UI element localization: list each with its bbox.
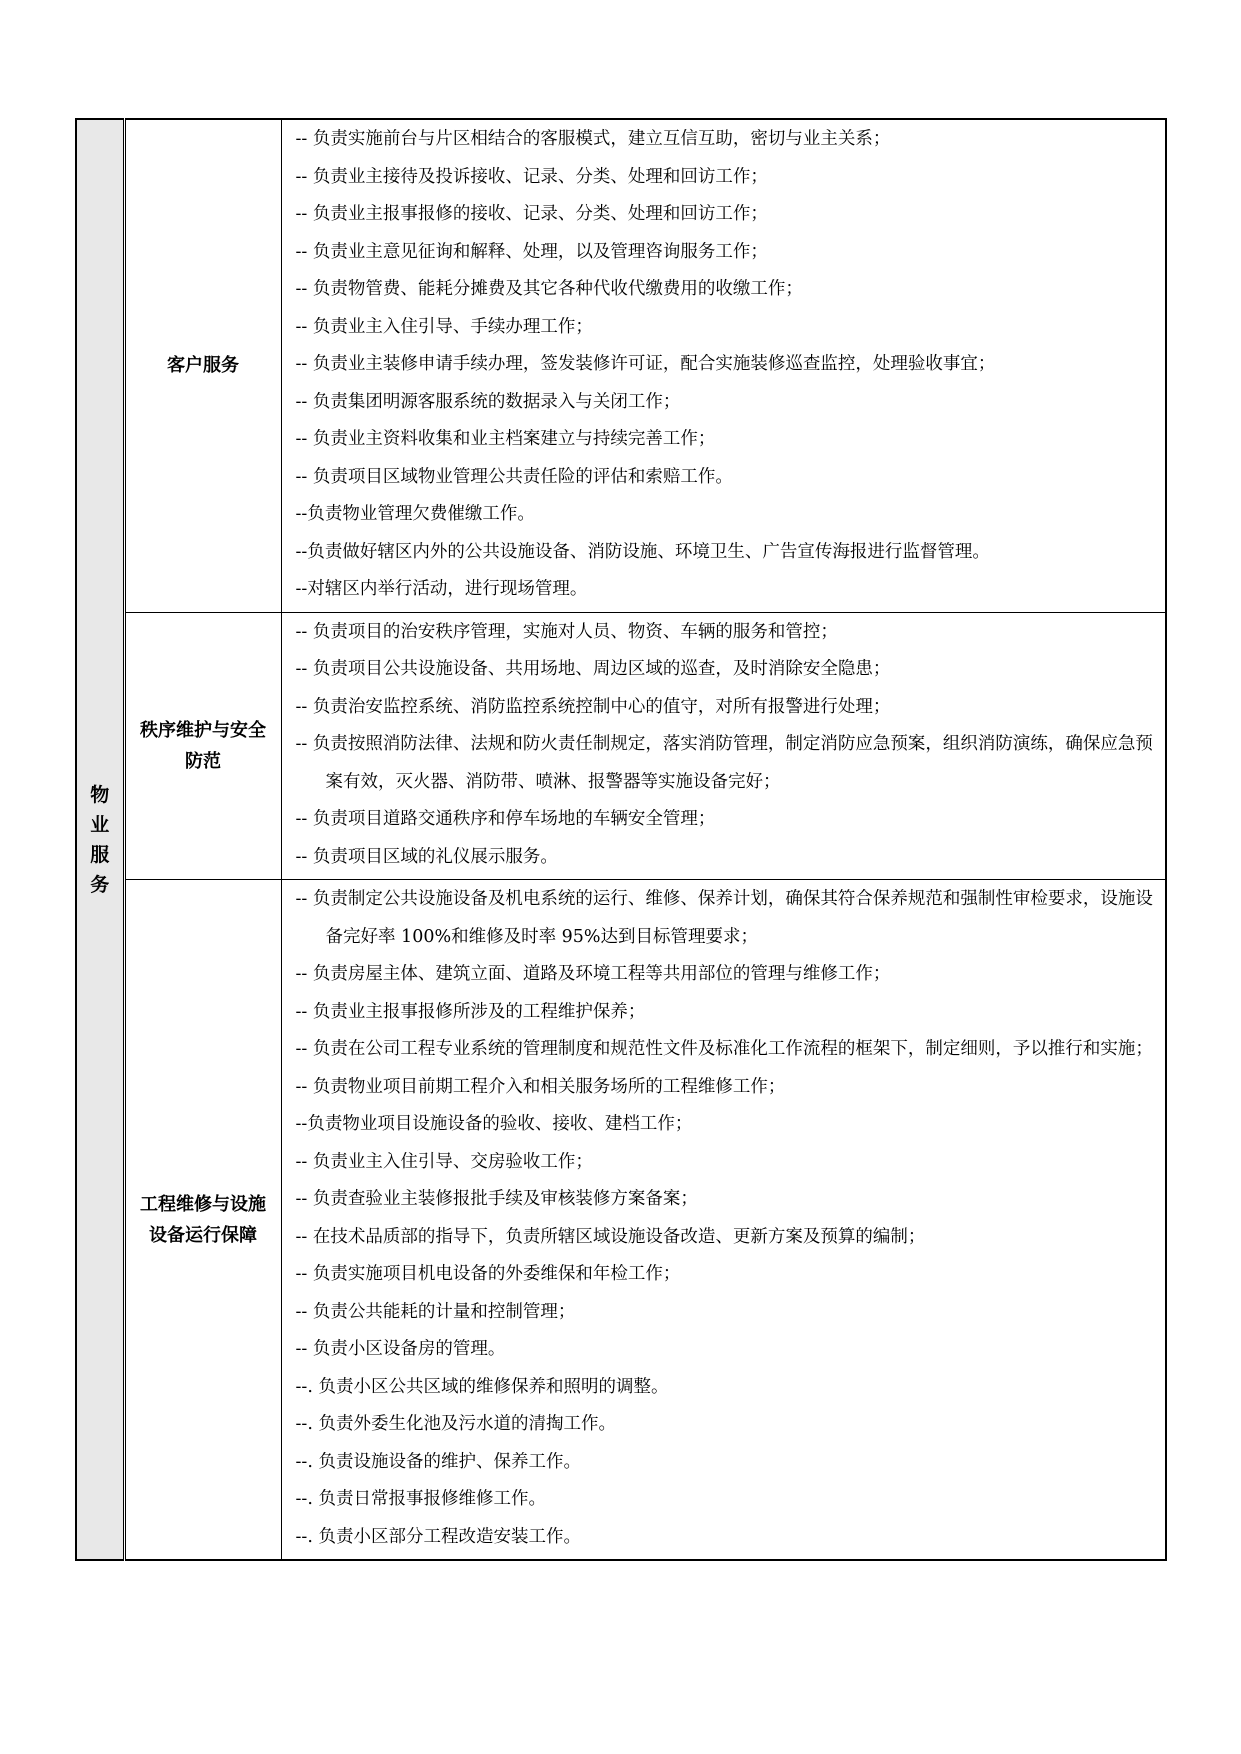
duty-item: -- 负责治安监控系统、消防监控系统控制中心的值守，对所有报警进行处理；: [295, 696, 891, 717]
duties-cell-order-security: [281, 612, 1166, 880]
duty-item: -- 负责业主入住引导、手续办理工作；: [295, 316, 593, 337]
duty-item: -- 负责项目道路交通秩序和停车场地的车辆安全管理；: [295, 809, 716, 829]
duty-item: -- 负责制定公共设施设备及机电系统的运行、维修、保养计划，确保其符合保养规范和强制性审检要求，设施设备完好率 100%和维修及时率 95%达到目标管理要求；: [295, 889, 1153, 947]
duty-item: -- 负责业主接待及投诉接收、记录、分类、处理和回访工作；: [295, 166, 768, 187]
category-cell-customer-service: [124, 119, 281, 612]
duty-item: -- 负责业主入住引导、交房验收工作；: [295, 1151, 593, 1172]
duty-item: -- 负责项目区域物业管理公共责任险的评估和索赔工作。: [295, 466, 733, 487]
duty-item: -- 负责业主报事报修所涉及的工程维护保养；: [295, 1001, 646, 1022]
duty-item: --负责物业管理欠费催缴工作。: [295, 504, 535, 524]
duty-item: --对辖区内举行活动，进行现场管理。: [295, 579, 588, 599]
department-label: 物业服务: [90, 783, 110, 896]
duty-list-customer-service: [282, 120, 1166, 612]
section-row-engineering: [76, 880, 1166, 1561]
section-row-order-security: [76, 612, 1166, 880]
category-label-customer-service: 客户服务: [167, 355, 239, 377]
category-cell-engineering: [124, 880, 281, 1561]
category-label-engineering: 工程维修与设施设备运行保障: [140, 1193, 266, 1246]
duty-list-order-security: [282, 613, 1166, 880]
category-cell-order-security: [124, 612, 281, 880]
duty-item: --. 负责小区部分工程改造安装工作。: [295, 1526, 581, 1547]
duty-item: -- 负责实施项目机电设备的外委维保和年检工作；: [295, 1264, 681, 1284]
section-row-customer-service: [76, 119, 1166, 612]
duty-item: --负责做好辖区内外的公共设施设备、消防设施、环境卫生、广告宣传海报进行监督管理。: [295, 541, 990, 562]
duty-item: --负责物业项目设施设备的验收、接收、建档工作；: [295, 1114, 693, 1134]
duty-item: -- 负责业主装修申请手续办理，签发装修许可证，配合实施装修巡查监控，处理验收事宜；: [295, 354, 996, 374]
duty-item: -- 负责业主资料收集和业主档案建立与持续完善工作；: [295, 429, 716, 449]
duty-item: -- 负责集团明源客服系统的数据录入与关闭工作；: [295, 391, 681, 412]
duty-item: -- 负责物管费、能耗分摊费及其它各种代收代缴费用的收缴工作；: [295, 279, 803, 299]
duty-item: -- 负责业主意见征询和解释、处理，以及管理咨询服务工作；: [295, 241, 768, 262]
duty-item: -- 负责按照消防法律、法规和防火责任制规定，落实消防管理，制定消防应急预案，组织消防演练，确保应急预案有效，灭火器、消防带、喷淋、报警器等实施设备完好；: [295, 734, 1153, 792]
duty-item: -- 负责小区设备房的管理。: [295, 1339, 506, 1359]
duty-item: -- 负责业主报事报修的接收、记录、分类、处理和回访工作；: [295, 204, 768, 224]
duty-item: -- 负责项目公共设施设备、共用场地、周边区域的巡查，及时消除安全隐患；: [295, 659, 891, 679]
responsibility-table: [75, 118, 1167, 1561]
duty-item: -- 负责实施前台与片区相结合的客服模式，建立互信互助，密切与业主关系；: [295, 129, 891, 149]
duties-cell-customer-service: [281, 119, 1166, 612]
department-cell: [76, 119, 124, 1560]
duty-item: --. 负责外委生化池及污水道的清掏工作。: [295, 1414, 616, 1434]
table-body: [76, 119, 1166, 1560]
duty-item: -- 负责物业项目前期工程介入和相关服务场所的工程维修工作；: [295, 1076, 786, 1097]
duty-item: --. 负责设施设备的维护、保养工作。: [295, 1451, 581, 1472]
duty-item: -- 负责项目的治安秩序管理，实施对人员、物资、车辆的服务和管控；: [295, 621, 838, 642]
duties-cell-engineering: [281, 880, 1166, 1561]
duty-item: -- 在技术品质部的指导下，负责所辖区域设施设备改造、更新方案及预算的编制；: [295, 1226, 926, 1247]
duty-list-engineering: [282, 880, 1166, 1559]
duty-item: -- 负责在公司工程专业系统的管理制度和规范性文件及标准化工作流程的框架下，制定细则，予以推行和实施；: [295, 1039, 1153, 1059]
duty-item: --. 负责小区公共区域的维修保养和照明的调整。: [295, 1376, 669, 1397]
duty-item: -- 负责项目区域的礼仪展示服务。: [295, 846, 558, 867]
duty-item: -- 负责公共能耗的计量和控制管理；: [295, 1301, 576, 1322]
duty-item: --. 负责日常报事报修维修工作。: [295, 1489, 546, 1509]
duty-item: -- 负责查验业主装修报批手续及审核装修方案备案；: [295, 1189, 698, 1209]
duty-item: -- 负责房屋主体、建筑立面、道路及环境工程等共用部位的管理与维修工作；: [295, 964, 891, 984]
category-label-order-security: 秩序维护与安全防范: [140, 719, 266, 772]
